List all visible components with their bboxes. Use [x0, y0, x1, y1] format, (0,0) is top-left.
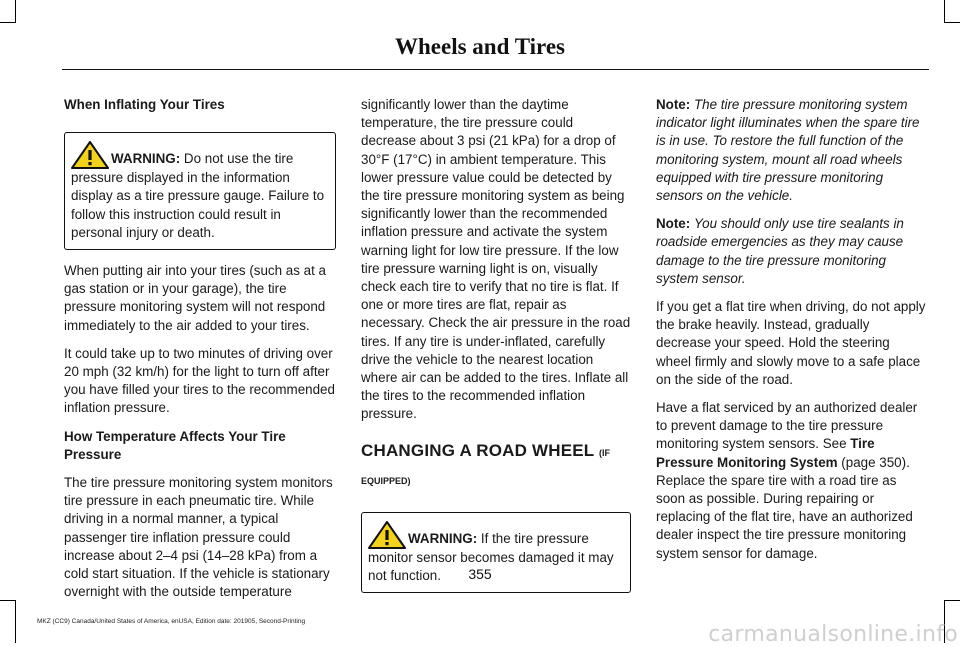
- crop-mark: [0, 600, 16, 601]
- column-left: [64, 96, 336, 611]
- section-heading: [361, 442, 631, 462]
- warning-label: WARNING:: [111, 151, 181, 167]
- warning-box: [64, 132, 336, 250]
- column-middle: [361, 96, 631, 605]
- warning-triangle-icon: [71, 141, 109, 169]
- footer-edition-info: MKZ (CC9) Canada/United States of America, enUSA, Edition date: 201905, Second-Printing: [37, 618, 306, 625]
- warning-label: WARNING:: [408, 531, 478, 547]
- page-number: 355: [468, 566, 492, 582]
- warning-text: If the tire pressure monitor sensor becomes damaged it may not function.: [368, 531, 614, 584]
- crop-mark: [944, 0, 945, 23]
- section-heading-suffix-line: EQUIPPED): [361, 475, 411, 486]
- crop-mark: [944, 22, 960, 23]
- paragraph: [656, 399, 928, 563]
- warning-triangle-icon: [368, 521, 406, 549]
- note-text: The tire pressure monitoring system indicator light illuminates when the spare tire is in use. To restore the full function of the monitoring system, mount all road wheels equipped with tire pressure monitoring sensors on the vehicle.: [656, 97, 920, 204]
- note-label: Note:: [656, 216, 691, 232]
- section-heading-text: CHANGING A ROAD WHEEL: [361, 440, 595, 460]
- note-label: Note:: [656, 97, 691, 112]
- paragraph-text: Have a flat serviced by an authorized dealer to prevent damage to the tire pressure monitoring system sensors. See: [656, 400, 918, 452]
- section-heading-suffix: (IF: [599, 447, 611, 458]
- note-text: You should only use tire sealants in roadside emergencies as they may cause damage to the tire pressure monitoring system sensor.: [656, 216, 904, 286]
- crop-mark: [15, 0, 16, 23]
- paragraph: The tire pressure monitoring system monitors tire pressure in each pneumatic tire. While driving in a normal manner, a typical passenger tire inflation pressure could increase about 2–4 psi (14–28 kPa) from a cold start situation. If the vehicle is stationary overnight with the outside temperature: [64, 475, 333, 600]
- note: [656, 215, 928, 288]
- paragraph-text: (page 350). Replace the spare tire with a road tire as soon as possible. During repairing or replacing of the flat tire, have an authorized dealer inspect the tire pressure monitoring system sensor for damage.: [656, 454, 913, 561]
- page-title: Wheels and Tires: [395, 34, 565, 59]
- crop-mark: [0, 22, 16, 23]
- watermark: carmanualsonline.info: [708, 622, 958, 647]
- crop-mark: [944, 600, 960, 601]
- paragraph: significantly lower than the daytime temperature, the tire pressure could decrease about 3 psi (21 kPa) for a drop of 30°F (17°C) in ambient temperature. This lower pressure value could be detected by the tire pressure monitoring system as being significantly lower than the recommended inflation pressure and activate the system warning light for low tire pressure. If the low tire pressure warning light is on, visually check each tire to verify that no tire is flat. If one or more tires are flat, repair as necessary. Check the air pressure in the road tires. If any tire is under-inflated, carefully drive the vehicle to the nearest location where air can be added to the tires. Inflate all the tires to the recommended inflation pressure.: [361, 97, 631, 422]
- header-divider: [62, 69, 929, 70]
- column-right: [656, 96, 928, 573]
- paragraph: When putting air into your tires (such as at a gas station or in your garage), the tire pressure monitoring system will not respond immediately to the air added to your tires.: [64, 263, 326, 333]
- cross-reference-link[interactable]: Tire Pressure Monitoring System: [656, 436, 875, 470]
- paragraph: If you get a flat tire when driving, do not apply the brake heavily. Instead, gradually decrease your speed. Hold the steering wheel firmly and slowly move to a safe place on the side of the road.: [656, 299, 926, 387]
- subheading-inflating: When Inflating Your Tires: [64, 97, 225, 112]
- crop-mark: [15, 600, 16, 643]
- paragraph: It could take up to two minutes of driving over 20 mph (32 km/h) for the light to turn off after you have filled your tires to the recommended inflation pressure.: [64, 345, 335, 416]
- note: [656, 96, 928, 205]
- subheading-temperature: How Temperature Affects Your Tire Pressure: [64, 428, 286, 462]
- warning-text: Do not use the tire pressure displayed in the information display as a tire pressure gauge. Failure to follow this instruction could result in personal injury or death.: [71, 151, 325, 240]
